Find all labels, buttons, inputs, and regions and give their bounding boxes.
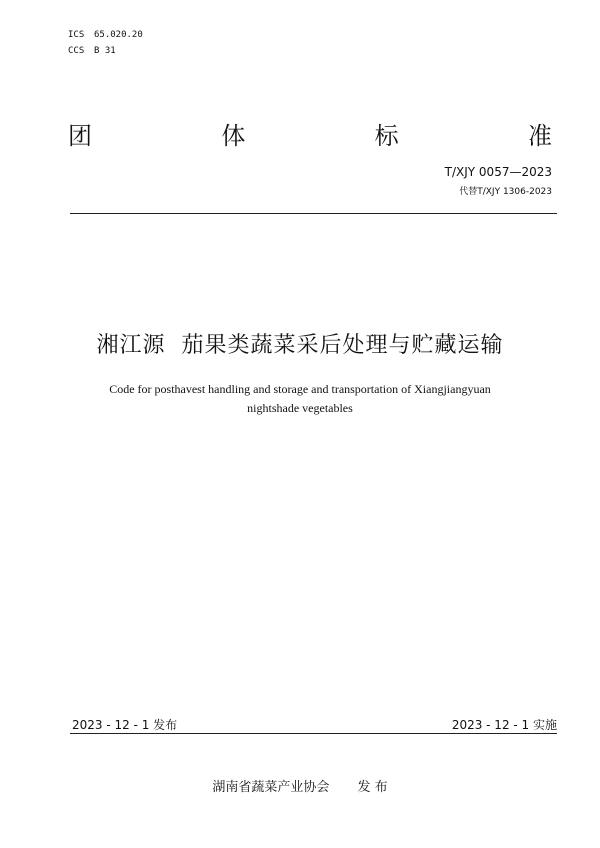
ics-value: 65.020.20 — [94, 30, 143, 40]
heading-char-1: 团 — [68, 122, 92, 150]
publisher-org: 湖南省蔬菜产业协会 — [212, 780, 330, 795]
ics-line — [68, 27, 143, 43]
ccs-value: B 31 — [94, 46, 116, 56]
ccs-line — [68, 43, 143, 59]
ccs-label: CCS — [68, 46, 85, 56]
bottom-divider — [70, 733, 557, 734]
issue-date: 2023 - 12 - 1 发布 — [72, 718, 178, 732]
english-title-line-2: nightshade vegetables — [247, 401, 353, 415]
chinese-title: 湘江源 茄果类蔬菜采后处理与贮藏运输 — [96, 333, 504, 358]
heading-char-2: 体 — [221, 122, 246, 150]
classification-codes — [68, 27, 143, 59]
replaced-standard: 代替T/XJY 1306-2023 — [459, 187, 552, 197]
english-title-line-1: Code for posthavest handling and storage and transportation of Xiangjiangyuan — [109, 382, 491, 396]
ics-label: ICS — [68, 30, 85, 40]
publisher-action: 发 布 — [357, 780, 388, 795]
publisher-line — [0, 776, 600, 795]
english-title — [60, 380, 540, 418]
effective-date: 2023 - 12 - 1 实施 — [451, 718, 557, 732]
heading-char-4: 准 — [527, 122, 552, 150]
top-divider — [70, 213, 557, 214]
heading-char-3: 标 — [374, 122, 399, 150]
standard-type-heading — [68, 116, 552, 151]
standard-number: T/XJY 0057—2023 — [444, 165, 552, 179]
